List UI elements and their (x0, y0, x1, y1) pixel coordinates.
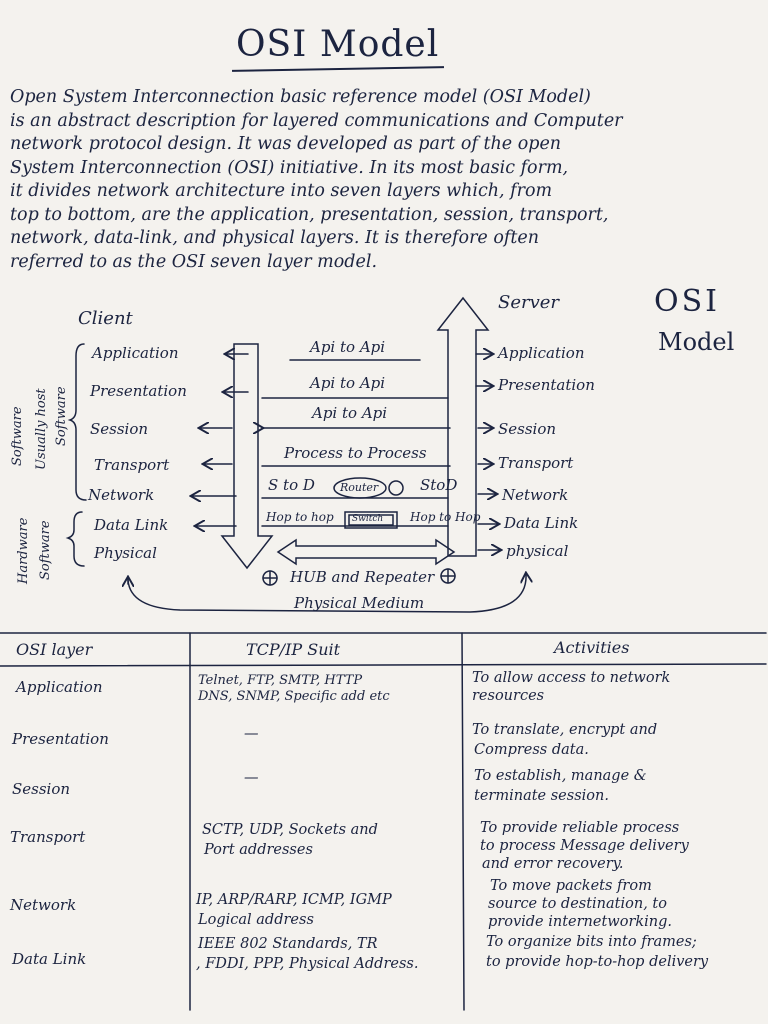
hub-repeater-label: HUB and Repeater (290, 568, 435, 586)
row-activity-session-2: terminate session. (474, 788, 609, 804)
row-tcpip-application-2: DNS, SNMP, Specific add etc (198, 689, 390, 704)
hub-double-arrow (278, 540, 454, 564)
row-layer-application: Application (16, 678, 103, 696)
client-layer-application: Application (92, 344, 179, 362)
model-side-title: Model (658, 328, 735, 356)
paragraph-line: it divides network architecture into seven layers which, from (10, 181, 553, 201)
side-label-hardware: Hardware (16, 517, 31, 584)
server-layer-session: Session (498, 420, 557, 438)
row-activity-application-2: resources (472, 688, 545, 704)
server-layer-presentation: Presentation (498, 376, 595, 394)
server-layer-network: Network (502, 486, 569, 504)
row-activity-network-3: provide internetworking. (488, 914, 673, 930)
row-activity-network-2: source to destination, to (488, 896, 667, 912)
s-to-d-left-label: S to D (268, 476, 315, 494)
server-layer-application: Application (498, 344, 585, 362)
row-layer-session: Session (12, 780, 71, 798)
server-layer-data-link: Data Link (504, 514, 579, 532)
table-header-activities: Activities (554, 638, 630, 657)
client-label: Client (78, 308, 133, 329)
server-label: Server (498, 292, 560, 313)
row-activity-data-link-2: to provide hop-to-hop delivery (486, 954, 709, 970)
paragraph-line: is an abstract description for layered communications and Computer (10, 110, 623, 131)
paragraph-line: network protocol design. It was developed as part of the open (10, 134, 562, 154)
physical-medium-label: Physical Medium (294, 594, 425, 612)
client-layer-transport: Transport (94, 456, 170, 474)
row-tcpip-network-1: IP, ARP/RARP, ICMP, IGMP (196, 892, 392, 908)
table-header-line (0, 664, 766, 666)
row-tcpip-presentation: — (244, 726, 259, 742)
row-tcpip-network-2: Logical address (198, 912, 314, 928)
row-activity-transport-2: to process Message delivery (480, 838, 689, 854)
row-layer-presentation: Presentation (12, 730, 109, 748)
row-tcpip-session: — (244, 770, 259, 786)
table-header-tcpip: TCP/IP Suit (246, 640, 341, 659)
hop-to-hop-left-label: Hop to hop (266, 510, 334, 524)
page-title: OSI Model (236, 24, 440, 65)
side-label-usually-host: Usually host (34, 388, 49, 470)
side-label-software-2: Software (54, 386, 69, 446)
client-layer-network: Network (88, 486, 155, 504)
row-activity-network-1: To move packets from (490, 878, 652, 894)
table-col2-line (462, 633, 464, 1010)
process-to-process-label: Process to Process (284, 444, 427, 462)
client-layer-presentation: Presentation (90, 382, 187, 400)
hop-to-hop-right-label: Hop to Hop (410, 510, 481, 524)
row-activity-transport-3: and error recovery. (482, 856, 624, 872)
row-activity-application-1: To allow access to network (472, 670, 671, 686)
side-label-software: Software (10, 406, 25, 466)
router-label: Router (340, 481, 379, 494)
row-activity-data-link-1: To organize bits into frames; (486, 934, 697, 950)
client-layer-physical: Physical (94, 544, 157, 562)
row-tcpip-transport-2: Port addresses (204, 842, 313, 858)
switch-label: Switch (352, 514, 384, 524)
row-layer-network: Network (10, 896, 77, 914)
row-layer-data-link: Data Link (12, 950, 87, 968)
api-to-api-label-2: Api to Api (310, 374, 386, 392)
osi-side-title: OSI (654, 284, 720, 319)
client-layer-session: Session (90, 420, 149, 438)
row-layer-transport: Transport (10, 828, 86, 846)
table-header-osi-layer: OSI layer (16, 640, 93, 659)
client-brace (70, 344, 86, 500)
api-to-api-label-1: Api to Api (310, 338, 386, 356)
server-layer-physical: physical (506, 542, 569, 560)
server-layer-transport: Transport (498, 454, 574, 472)
paragraph-line: referred to as the OSI seven layer model. (10, 251, 378, 272)
hardware-brace (68, 512, 84, 566)
api-to-api-label-3: Api to Api (312, 404, 388, 422)
row-activity-presentation-2: Compress data. (474, 742, 589, 758)
s-to-d-right-label: StoD (420, 476, 458, 494)
side-label-software-3: Software (38, 520, 53, 580)
paragraph-line: top to bottom, are the application, presentation, session, transport, (10, 204, 609, 225)
paragraph-line: System Interconnection (OSI) initiative. In its most basic form, (10, 157, 569, 178)
paragraph-line: network, data-link, and physical layers. It is therefore often (10, 228, 540, 248)
row-tcpip-data-link-2: , FDDI, PPP, Physical Address. (196, 956, 419, 972)
client-layer-data-link: Data Link (94, 516, 169, 534)
row-activity-session-1: To establish, manage & (474, 768, 647, 784)
paragraph-line: Open System Interconnection basic reference model (OSI Model) (10, 87, 591, 107)
row-tcpip-data-link-1: IEEE 802 Standards, TR (198, 936, 378, 952)
row-activity-presentation-1: To translate, encrypt and (472, 722, 658, 738)
row-activity-transport-1: To provide reliable process (480, 820, 680, 836)
client-down-arrow (222, 344, 272, 568)
row-tcpip-application-1: Telnet, FTP, SMTP, HTTP (198, 673, 363, 688)
row-tcpip-transport-1: SCTP, UDP, Sockets and (202, 822, 378, 838)
